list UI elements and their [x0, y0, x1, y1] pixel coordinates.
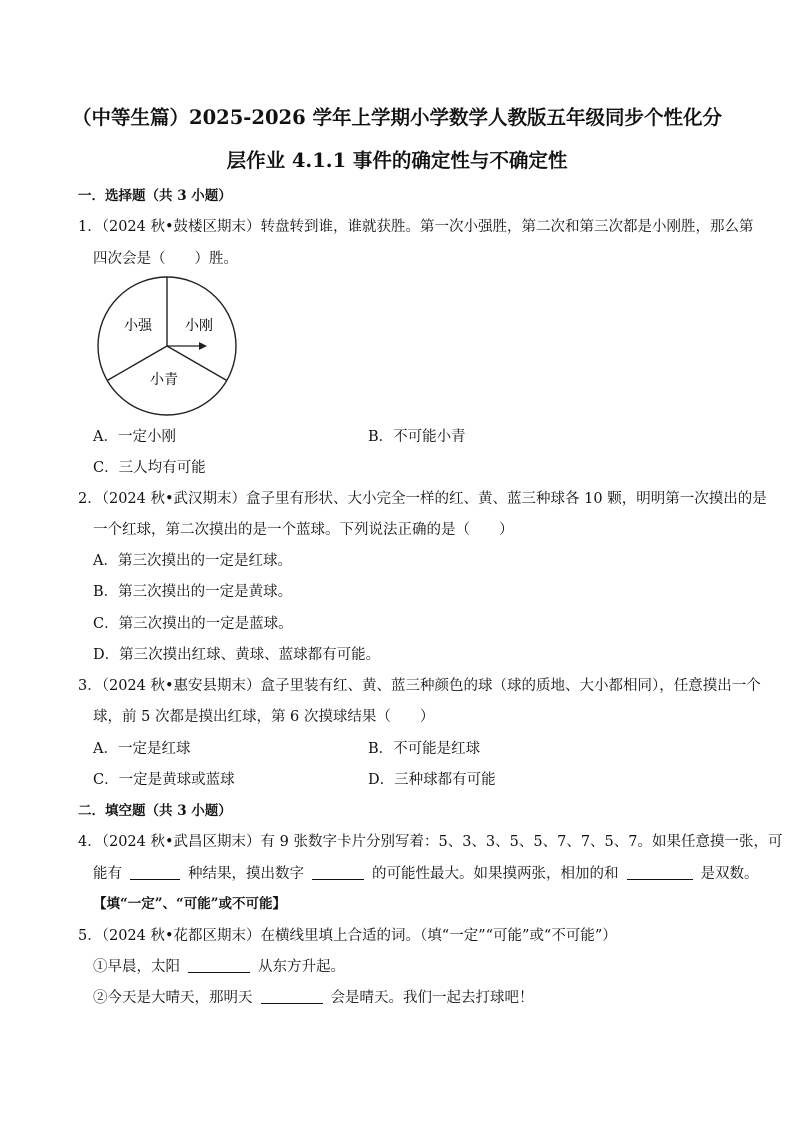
question-5-item-2-segment-b: 会是晴天。我们一起去打球吧！	[330, 990, 534, 1006]
question-4-hint: 【填“一定”、“可能”或不可能】	[93, 896, 287, 912]
question-1-option-a: A．一定小刚	[93, 429, 176, 445]
spinner-label-xiaoqing: 小青	[150, 372, 178, 388]
question-1-text-cont: 四次会是（ ）胜。	[93, 251, 238, 267]
question-5-item-1	[93, 955, 345, 976]
question-3-text: 3．（2024 秋•惠安县期末）盒子里装有红、黄、蓝三种颜色的球（球的质地、大小都相同），任意摸出一个	[78, 678, 761, 694]
question-4-text: 4．（2024 秋•武昌区期末）有 9 张数字卡片分别写着：5、3、3、5、5、7、7、5、7。如果任意摸一张，可	[78, 834, 783, 850]
question-2-option-c: C．第三次摸出的一定是蓝球。	[93, 616, 293, 632]
spinner-label-xiaoqiang: 小强	[124, 318, 152, 334]
spinner-label-xiaogang: 小刚	[185, 318, 213, 334]
question-1-option-b: B．不可能小青	[368, 429, 466, 445]
question-4-segment-c: 的可能性最大。如果摸两张，相加的和	[372, 866, 619, 882]
question-2-option-a: A．第三次摸出的一定是红球。	[93, 553, 292, 569]
answer-blank-4[interactable]	[188, 958, 250, 973]
question-4-segment-d: 是双数。	[700, 866, 759, 882]
answer-blank-5[interactable]	[261, 989, 323, 1004]
question-5-item-2	[93, 986, 534, 1007]
answer-blank-1[interactable]	[130, 865, 180, 880]
question-5-item-1-segment-b: 从东方升起。	[258, 959, 345, 975]
section-heading-fill-in: 二．填空题（共 3 小题）	[78, 803, 232, 819]
question-2-option-d: D．第三次摸出红球、黄球、蓝球都有可能。	[93, 647, 381, 663]
question-3-option-a: A．一定是红球	[93, 741, 191, 757]
question-3-option-b: B．不可能是红球	[368, 741, 481, 757]
question-1-option-c: C．三人均有可能	[93, 460, 206, 476]
question-5-item-2-segment-a: ②今天是大晴天，那明天	[93, 990, 253, 1006]
question-2-text: 2．（2024 秋•武汉期末）盒子里有形状、大小完全一样的红、黄、蓝三种球各 10 颗，明明第一次摸出的是	[78, 491, 767, 507]
page-title-line-1: （中等生篇）2025-2026 学年上学期小学数学人教版五年级同步个性化分	[72, 106, 722, 129]
section-heading-choice: 一．选择题（共 3 小题）	[78, 188, 232, 204]
question-2-option-b: B．第三次摸出的一定是黄球。	[93, 584, 293, 600]
answer-blank-3[interactable]	[627, 865, 693, 880]
spinner-pointer-arrow-icon	[199, 342, 207, 350]
question-1-text: 1．（2024 秋•鼓楼区期末）转盘转到谁，谁就获胜。第一次小强胜，第二次和第三次都是小刚胜，那么第	[78, 219, 754, 235]
question-5-item-1-segment-a: ①早晨，太阳	[93, 959, 180, 975]
question-3-option-d: D．三种球都有可能	[368, 772, 496, 788]
question-3-option-c: C．一定是黄球或蓝球	[93, 772, 235, 788]
answer-blank-2[interactable]	[312, 865, 364, 880]
question-5-text: 5．（2024 秋•花都区期末）在横线里填上合适的词。（填“一定”“可能”或“不可能”）	[78, 928, 617, 944]
spinner-figure	[93, 275, 241, 417]
page-title-line-2: 层作业 4.1.1 事件的确定性与不确定性	[226, 149, 568, 172]
question-3-text-cont: 球，前 5 次都是摸出红球，第 6 次摸球结果（ ）	[93, 709, 435, 725]
question-4-text-cont	[93, 862, 759, 883]
question-4-segment-a: 能有	[93, 866, 122, 882]
question-2-text-cont: 一个红球，第二次摸出的是一个蓝球。下列说法正确的是（ ）	[93, 522, 514, 538]
question-4-segment-b: 种结果，摸出数字	[188, 866, 304, 882]
